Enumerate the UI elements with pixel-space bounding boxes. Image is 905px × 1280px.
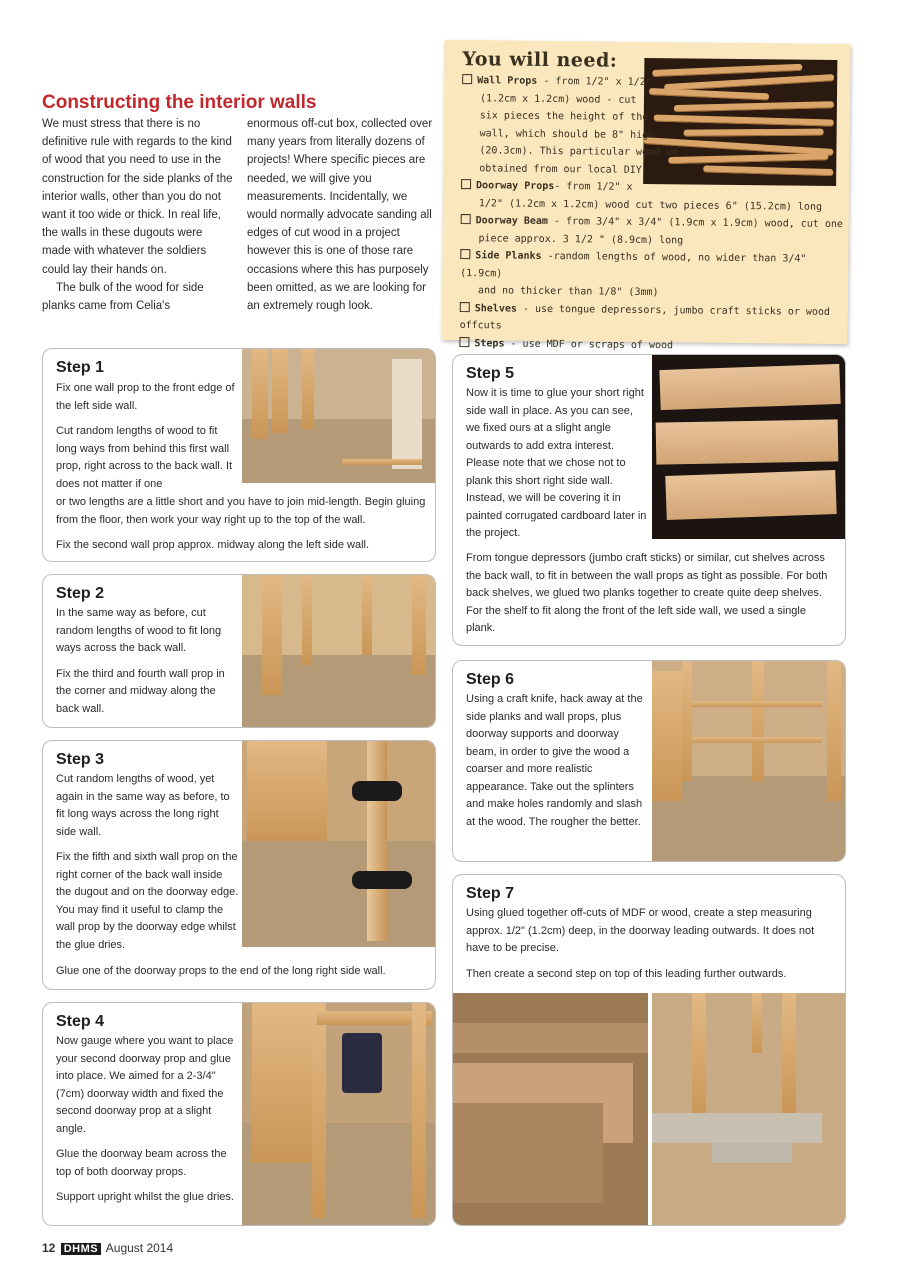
intro-paragraph: enormous off-cut box, collected over many years from literally dozens of projects! Where specific pieces are needed, we will give you measurements. Incidentally, we would normally advocate sanding all edges of cut wood in a project however this is one of those rare occasions where this has purposely been omitted, as we are looking for an extremely rough look. xyxy=(247,118,433,313)
step-3-text-bottom xyxy=(56,963,426,981)
step-paragraph: Now it is time to glue your short right side wall in place. As you can see, we fixed ours at a slight angle outwards to add extra interest. Please note that we chose not to plank this short right side wall. Instead, we will be covering it in painted corrugated cardboard later in the project. xyxy=(466,387,647,539)
step-paragraph: Fix the second wall prop approx. midway along the left side wall. xyxy=(56,539,370,551)
step-3-photo xyxy=(242,741,435,947)
step-6-text xyxy=(466,691,650,831)
step-6-photo xyxy=(652,661,845,861)
need-item: wall, which should be 8" high xyxy=(479,127,655,141)
step-1-title: Step 1 xyxy=(56,359,105,376)
you-will-need-box xyxy=(441,40,850,351)
step-paragraph: From tongue depressors (jumbo craft sticks) or similar, cut shelves across the back wall, to fit in between the wall props as tight as possible. For both back shelves, we glued two planks together to create quite deep shelves. For the shelf to fit along the front of the left side wall, we used a single plank. xyxy=(466,552,828,634)
step-paragraph: Support upright whilst the glue dries. xyxy=(56,1191,234,1203)
step-3-text-top xyxy=(56,771,240,954)
step-paragraph: Using a craft knife, hack away at the side planks and wall props, plus doorway supports and doorway beam, in order to give the wood a coarser and more realistic appearance. Take out the splinters and make holes randomly and slash at the wood. The rougher the better. xyxy=(466,693,643,828)
step-2-box xyxy=(42,574,436,728)
step-7-photo-right xyxy=(652,993,845,1225)
step-paragraph: Fix the third and fourth wall prop in the corner and midway along the back wall. xyxy=(56,667,225,715)
need-item: (20.3cm). This particular wood we xyxy=(479,145,679,159)
step-paragraph: Cut random lengths of wood to fit long ways from behind this first wall prop, right across to the back wall. It does not matter if one xyxy=(56,425,233,490)
step-1-text-bottom xyxy=(56,494,426,555)
step-6-box xyxy=(452,660,846,862)
need-item: piece approx. 3 1/2 " (8.9cm) long xyxy=(478,232,684,246)
step-7-box xyxy=(452,874,846,1226)
step-paragraph: Then create a second step on top of this leading further outwards. xyxy=(466,967,787,980)
step-paragraph: Using glued together off-cuts of MDF or wood, create a step measuring approx. 1/2" (1.2cm) deep, in the doorway leading outwards. It does not have to be precise. xyxy=(466,907,815,954)
step-3-title: Step 3 xyxy=(56,751,105,768)
you-will-need-title: You will need: xyxy=(462,48,618,72)
need-item: Wall Props - from 1/2" x 1/2" xyxy=(462,72,850,94)
step-5-title: Step 5 xyxy=(466,365,515,382)
step-1-box xyxy=(42,348,436,562)
need-item: (1.2cm x 1.2cm) wood - cut xyxy=(479,92,637,106)
step-paragraph: In the same way as before, cut random lengths of wood to fit long ways across the back wall. xyxy=(56,607,222,654)
step-5-text-bottom xyxy=(466,550,836,638)
page-title: Constructing the interior walls xyxy=(42,92,317,113)
need-item: six pieces the height of the xyxy=(479,110,649,124)
you-will-need-list xyxy=(459,72,850,356)
checkbox-icon xyxy=(462,74,472,84)
need-item: 1/2" (1.2cm x 1.2cm) wood cut two pieces 6" (15.2cm) long xyxy=(478,197,823,213)
checkbox-icon xyxy=(461,214,471,224)
intro-paragraph: The bulk of the wood for side planks came from Celia's xyxy=(42,281,204,313)
intro-paragraph: We must stress that there is no definitive rule with regards to the kind of wood that you need to use in the construction for the side planks of the interior walls, other than you do not want it too wide or thick. In real life, the walls in these dugouts were made with whatever the soldiers could lay their hands on. xyxy=(42,118,233,276)
step-2-text xyxy=(56,605,240,718)
need-item: and no thicker than 1/8" (3mm) xyxy=(477,285,659,299)
magazine-logo: DHMS xyxy=(61,1243,101,1255)
intro-column-2 xyxy=(247,115,435,315)
step-5-text-top xyxy=(466,385,650,543)
step-paragraph: Fix the fifth and sixth wall prop on the right corner of the back wall inside the dugout and on the doorway edge. You may find it useful to clamp the wall prop by the doorway edge whilst the glue dries. xyxy=(56,851,239,951)
step-7-text xyxy=(466,905,836,983)
need-item: Doorway Beam - from 3/4" x 3/4" (1.9cm x 1.9cm) wood, cut one xyxy=(461,212,849,234)
issue-date: August 2014 xyxy=(105,1241,174,1255)
page-number: 12 xyxy=(42,1241,56,1255)
step-paragraph: Glue one of the doorway props to the end of the long right side wall. xyxy=(56,965,386,977)
step-paragraph: or two lengths are a little short and you have to join mid-length. Begin gluing from the floor, then work your way right up to the top of the wall. xyxy=(56,496,426,526)
checkbox-icon xyxy=(460,302,470,312)
need-item: Doorway Props- from 1/2" x xyxy=(461,177,849,199)
step-paragraph: Now gauge where you want to place your second doorway prop and glue into place. We aimed for a 2-3/4" (7cm) doorway width and fixed the second doorway prop at a slight angle. xyxy=(56,1035,234,1135)
need-item: obtained from our local DIY. xyxy=(479,162,648,176)
need-item: Shelves - use tongue depressors, jumbo craft sticks or wood offcuts xyxy=(459,302,831,332)
step-paragraph: Glue the doorway beam across the top of both doorway props. xyxy=(56,1148,227,1178)
step-6-title: Step 6 xyxy=(466,671,515,688)
step-1-photo xyxy=(242,349,435,483)
step-4-photo xyxy=(242,1003,435,1225)
intro-column-1 xyxy=(42,115,234,315)
step-7-title: Step 7 xyxy=(466,885,515,902)
step-2-photo xyxy=(242,575,435,727)
step-4-title: Step 4 xyxy=(56,1013,105,1030)
step-5-photo xyxy=(652,355,845,539)
need-item: Side Planks -random lengths of wood, no wider than 3/4" (1.9cm) xyxy=(460,250,807,279)
step-5-box xyxy=(452,354,846,646)
checkbox-icon xyxy=(459,337,469,347)
step-3-box xyxy=(42,740,436,990)
step-4-text xyxy=(56,1033,242,1207)
step-1-text-top xyxy=(56,380,240,493)
step-paragraph: Fix one wall prop to the front edge of the left side wall. xyxy=(56,382,235,412)
need-item: Steps - use MDF or scraps of wood xyxy=(459,335,847,357)
checkbox-icon xyxy=(460,249,470,259)
step-2-title: Step 2 xyxy=(56,585,105,602)
checkbox-icon xyxy=(461,179,471,189)
step-4-box xyxy=(42,1002,436,1226)
page-footer xyxy=(42,1241,173,1255)
step-7-photo-left xyxy=(453,993,648,1225)
step-paragraph: Cut random lengths of wood, yet again in the same way as before, to fit long ways across the long right side wall. xyxy=(56,773,230,838)
